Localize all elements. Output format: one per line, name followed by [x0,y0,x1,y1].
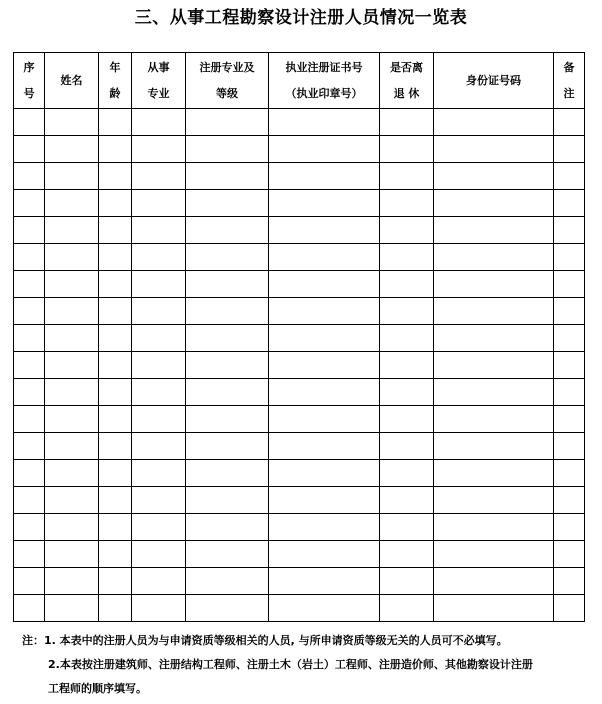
table-cell[interactable] [14,433,45,460]
table-cell[interactable] [434,271,554,298]
table-cell[interactable] [186,163,269,190]
table-cell[interactable] [269,433,380,460]
table-cell[interactable] [99,244,132,271]
table-cell[interactable] [99,352,132,379]
table-cell[interactable] [380,244,434,271]
table-cell[interactable] [554,379,585,406]
notes [22,629,594,701]
table-cell[interactable] [554,568,585,595]
table-cell[interactable] [554,136,585,163]
table-cell[interactable] [45,109,99,136]
table-cell[interactable] [269,325,380,352]
table-cell[interactable] [14,298,45,325]
table-cell[interactable] [45,460,99,487]
table-cell[interactable] [434,568,554,595]
registered-personnel-table [13,52,585,622]
table-cell[interactable] [99,217,132,244]
table-cell[interactable] [132,460,186,487]
table-cell[interactable] [132,379,186,406]
table-cell[interactable] [554,271,585,298]
table-cell[interactable] [99,271,132,298]
table-cell[interactable] [434,352,554,379]
table-cell[interactable] [380,541,434,568]
table-cell[interactable] [269,136,380,163]
table-cell[interactable] [554,190,585,217]
table-cell[interactable] [380,136,434,163]
table-cell[interactable] [186,217,269,244]
table-row [14,298,585,325]
table-cell[interactable] [554,244,585,271]
table-cell[interactable] [186,541,269,568]
table-cell[interactable] [434,217,554,244]
table-cell[interactable] [14,217,45,244]
table-row [14,541,585,568]
table-cell[interactable] [380,190,434,217]
table-cell[interactable] [14,136,45,163]
table-cell[interactable] [554,514,585,541]
table-cell[interactable] [132,217,186,244]
table-cell[interactable] [45,325,99,352]
table-row [14,406,585,433]
table-cell[interactable] [434,595,554,622]
table-cell[interactable] [99,487,132,514]
table-cell[interactable] [14,325,45,352]
table-cell[interactable] [45,379,99,406]
table-row [14,487,585,514]
table-row [14,217,585,244]
table-cell[interactable] [434,514,554,541]
header-retired: 是否离 退 休 [380,53,434,109]
table-row [14,460,585,487]
table-cell[interactable] [554,487,585,514]
table-cell[interactable] [132,163,186,190]
table-cell[interactable] [186,460,269,487]
table-cell[interactable] [45,136,99,163]
table-cell[interactable] [380,460,434,487]
table-cell[interactable] [132,271,186,298]
table-cell[interactable] [380,379,434,406]
table-cell[interactable] [186,109,269,136]
note-line-1: 注：1. 本表中的注册人员为与申请资质等级相关的人员, 与所申请资质等级无关的人员可不必填写。 [22,634,508,647]
table-cell[interactable] [269,190,380,217]
table-cell[interactable] [99,595,132,622]
table-cell[interactable] [380,433,434,460]
table-cell[interactable] [186,568,269,595]
table-cell[interactable] [14,568,45,595]
table-cell[interactable] [269,514,380,541]
table-cell[interactable] [269,244,380,271]
table-cell[interactable] [186,514,269,541]
table-cell[interactable] [45,190,99,217]
table-cell[interactable] [269,541,380,568]
table-cell[interactable] [45,406,99,433]
table-cell[interactable] [269,217,380,244]
table-cell[interactable] [269,406,380,433]
table-cell[interactable] [269,109,380,136]
table-cell[interactable] [14,514,45,541]
table-cell[interactable] [380,568,434,595]
table-cell[interactable] [99,406,132,433]
table-cell[interactable] [434,163,554,190]
table-row [14,514,585,541]
table-cell[interactable] [14,271,45,298]
table-cell[interactable] [434,244,554,271]
table-cell[interactable] [554,352,585,379]
table-cell[interactable] [99,190,132,217]
table-cell[interactable] [380,325,434,352]
table-cell[interactable] [14,406,45,433]
table-cell[interactable] [99,541,132,568]
table-row [14,136,585,163]
table-row [14,325,585,352]
table-row [14,433,585,460]
table-cell[interactable] [45,595,99,622]
table-cell[interactable] [132,595,186,622]
table-cell[interactable] [554,595,585,622]
table-row [14,595,585,622]
table-cell[interactable] [380,298,434,325]
table-cell[interactable] [554,325,585,352]
table-cell[interactable] [554,109,585,136]
table-cell[interactable] [554,217,585,244]
table-cell[interactable] [434,460,554,487]
table-cell[interactable] [99,514,132,541]
table-row [14,568,585,595]
page-title: 三、从事工程勘察设计注册人员情况一览表 [134,8,468,28]
table-cell[interactable] [99,298,132,325]
table-cell[interactable] [554,298,585,325]
header-age: 年 龄 [99,53,132,109]
table-cell[interactable] [434,298,554,325]
table-cell[interactable] [434,325,554,352]
table-cell[interactable] [380,163,434,190]
table-cell[interactable] [186,406,269,433]
header-remarks: 备 注 [554,53,585,109]
table-cell[interactable] [45,433,99,460]
table-cell[interactable] [434,190,554,217]
table-cell[interactable] [434,109,554,136]
table-cell[interactable] [434,406,554,433]
table-header-row [14,53,585,109]
table-cell[interactable] [45,514,99,541]
header-certificate-no: 执业注册证书号 （执业印章号） [269,53,380,109]
note-line-2: 2.本表按注册建筑师、注册结构工程师、注册土木（岩土）工程师、注册造价师、其他勘察设计注册 [48,658,533,671]
table-cell[interactable] [132,487,186,514]
table-row [14,190,585,217]
table-row [14,109,585,136]
table-cell[interactable] [380,406,434,433]
table-cell[interactable] [269,595,380,622]
table-row [14,163,585,190]
table-body [14,109,585,622]
table-cell[interactable] [99,136,132,163]
table-cell[interactable] [132,541,186,568]
table-cell[interactable] [132,568,186,595]
header-specialty: 从事 专业 [132,53,186,109]
table-cell[interactable] [380,595,434,622]
table-cell[interactable] [99,433,132,460]
table-cell[interactable] [269,163,380,190]
table-cell[interactable] [380,352,434,379]
table-cell[interactable] [99,109,132,136]
table-cell[interactable] [14,595,45,622]
table-cell[interactable] [132,514,186,541]
table-row [14,379,585,406]
table-cell[interactable] [269,379,380,406]
header-id-number: 身份证号码 [434,53,554,109]
table-cell[interactable] [132,433,186,460]
table-row [14,271,585,298]
table-cell[interactable] [45,487,99,514]
table-cell[interactable] [380,109,434,136]
table-cell[interactable] [380,271,434,298]
table-cell[interactable] [186,244,269,271]
table-cell[interactable] [45,163,99,190]
table-cell[interactable] [99,379,132,406]
table-cell[interactable] [269,568,380,595]
header-name: 姓名 [45,53,99,109]
table-cell[interactable] [99,163,132,190]
table-cell[interactable] [186,379,269,406]
table-cell[interactable] [186,298,269,325]
table-cell[interactable] [554,433,585,460]
table-cell[interactable] [14,460,45,487]
table-cell[interactable] [14,487,45,514]
table-cell[interactable] [269,271,380,298]
table-cell[interactable] [269,352,380,379]
table-cell[interactable] [132,298,186,325]
table-row [14,244,585,271]
table-cell[interactable] [132,244,186,271]
table-cell[interactable] [14,541,45,568]
table-cell[interactable] [380,514,434,541]
table-cell[interactable] [269,460,380,487]
header-registration-major-grade: 注册专业及 等级 [186,53,269,109]
table-cell[interactable] [554,541,585,568]
table-cell[interactable] [186,136,269,163]
table-cell[interactable] [434,136,554,163]
table-row [14,352,585,379]
table-cell[interactable] [554,163,585,190]
table-cell[interactable] [14,379,45,406]
table-cell[interactable] [186,352,269,379]
table-cell[interactable] [434,379,554,406]
table-cell[interactable] [434,487,554,514]
table-cell[interactable] [186,433,269,460]
table-cell[interactable] [132,352,186,379]
table-cell[interactable] [186,595,269,622]
table-cell[interactable] [434,541,554,568]
table-cell[interactable] [45,244,99,271]
table-cell[interactable] [14,190,45,217]
table-cell[interactable] [554,460,585,487]
table-cell[interactable] [45,352,99,379]
table-cell[interactable] [14,163,45,190]
table-cell[interactable] [99,568,132,595]
table-cell[interactable] [186,190,269,217]
table-cell[interactable] [269,298,380,325]
table-cell[interactable] [132,406,186,433]
table-cell[interactable] [14,352,45,379]
table-cell[interactable] [45,541,99,568]
table-cell[interactable] [186,271,269,298]
table-cell[interactable] [434,433,554,460]
table-cell[interactable] [99,325,132,352]
table-cell[interactable] [380,487,434,514]
table-cell[interactable] [186,487,269,514]
header-serial-no: 序 号 [14,53,45,109]
table-cell[interactable] [99,460,132,487]
table-cell[interactable] [132,190,186,217]
table-cell[interactable] [554,406,585,433]
table-cell[interactable] [45,568,99,595]
table-cell[interactable] [45,298,99,325]
note-line-3: 工程师的顺序填写。 [48,682,147,695]
table-cell[interactable] [269,487,380,514]
table-cell[interactable] [45,217,99,244]
table-cell[interactable] [14,109,45,136]
table-cell[interactable] [45,271,99,298]
table-cell[interactable] [14,244,45,271]
table-cell[interactable] [380,217,434,244]
table-cell[interactable] [186,325,269,352]
table-cell[interactable] [132,136,186,163]
table-cell[interactable] [132,325,186,352]
table-cell[interactable] [132,109,186,136]
